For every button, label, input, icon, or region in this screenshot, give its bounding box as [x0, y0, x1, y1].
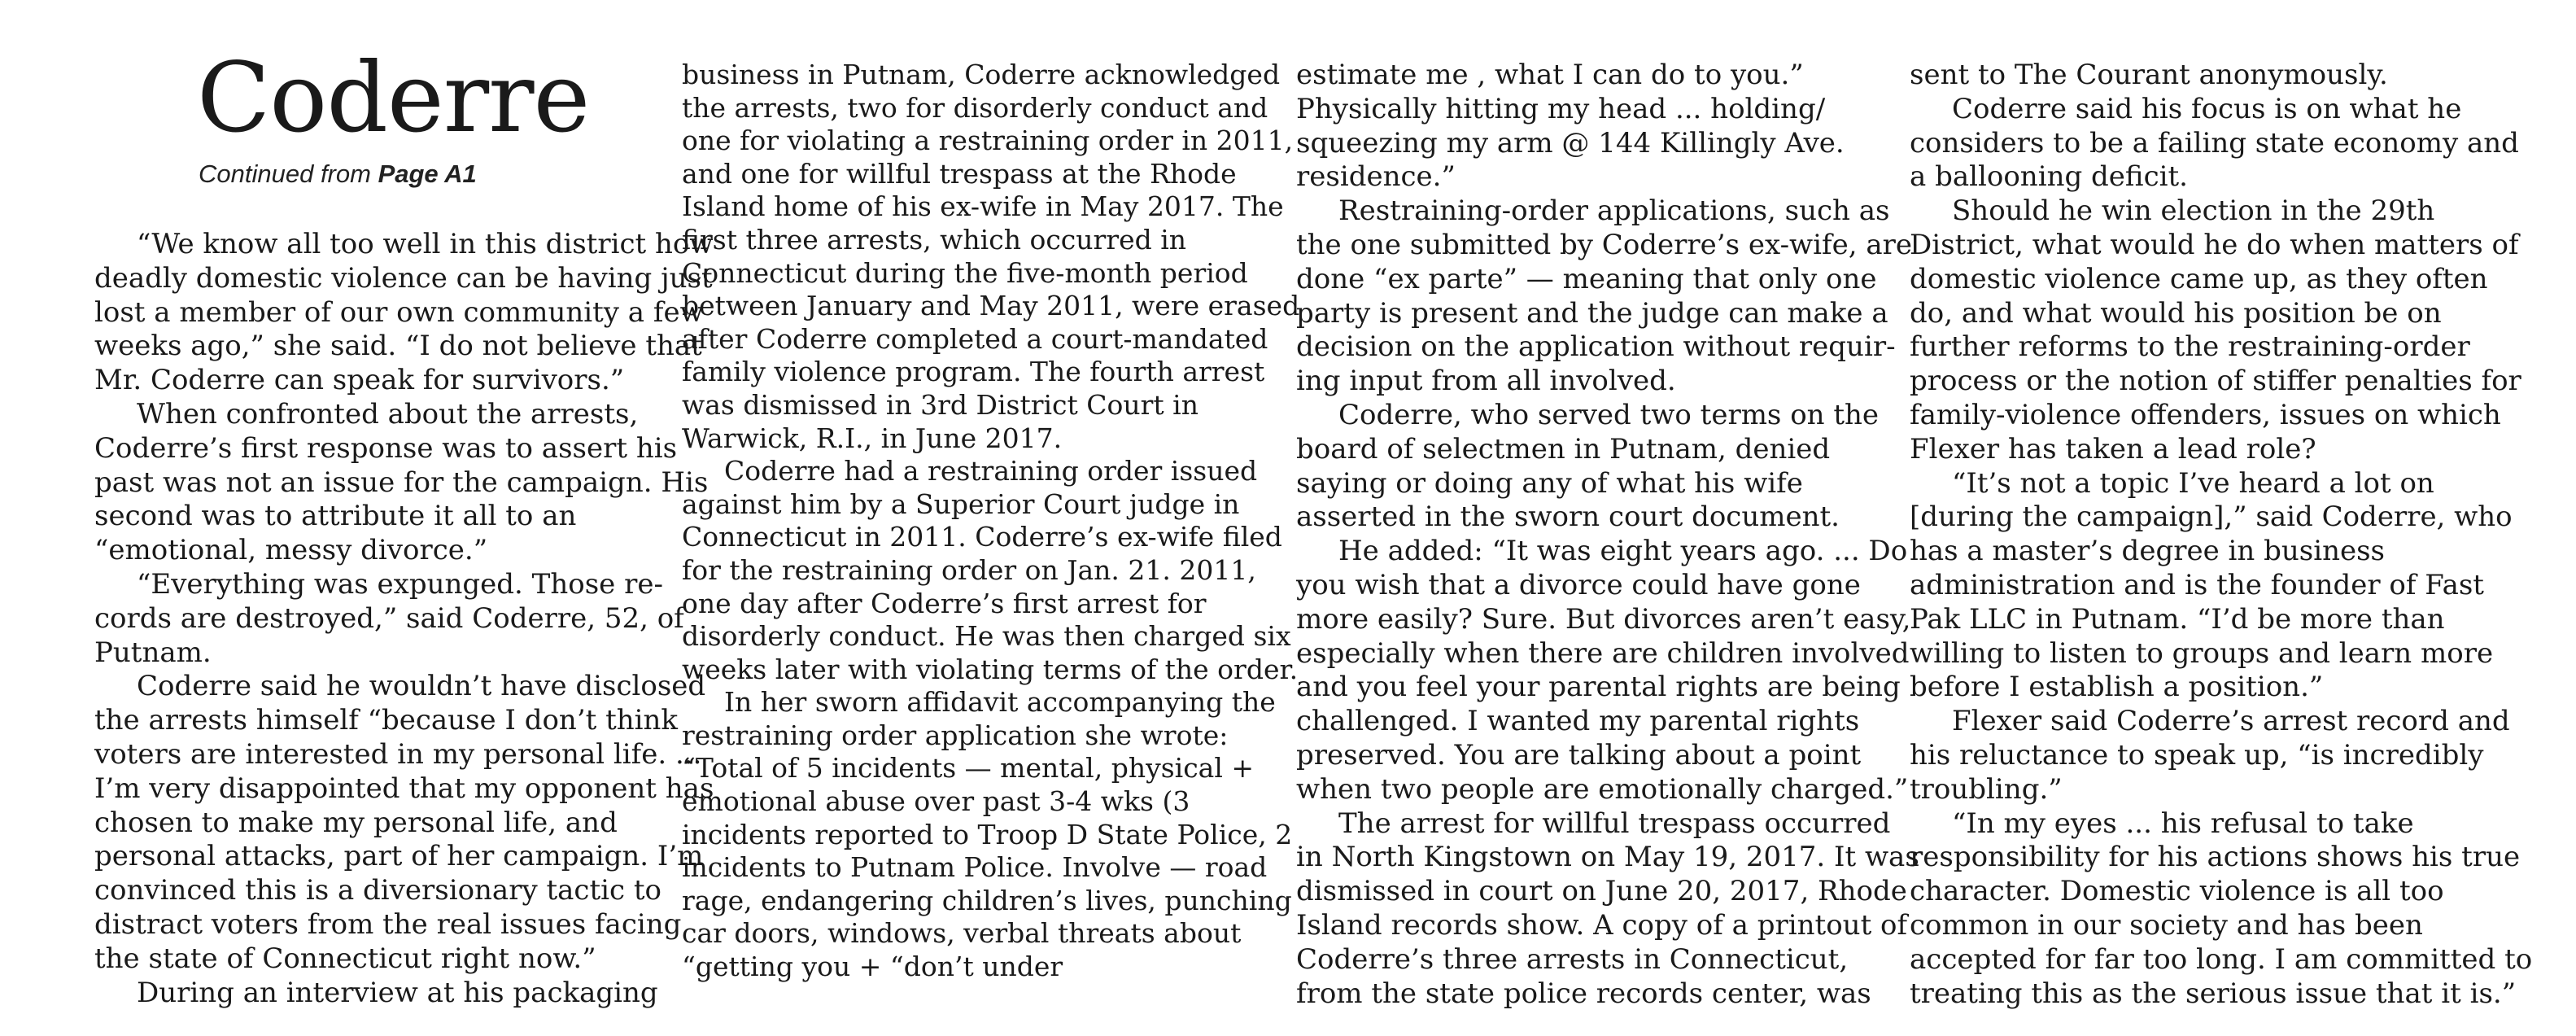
paragraph: The arrest for willful trespass occurred in North Kingstown on May 19, 2017. It was dismissed in court on June 20, 2017, Rhode Island records show. A copy of a printout of Coderre’s three arrests in Connecticut, from the state police records center, was: [1296, 807, 1919, 1010]
paragraph: sent to The Courant anonymously.: [1910, 59, 2388, 91]
paragraph: “In my eyes ... his refusal to take responsibility for his actions shows his true character. Domestic violence is all too common in our society and has been accepted for far too long. I am committed to treating this as the serious issue that it is.”: [1910, 807, 2533, 1010]
continued-page-ref: Page A1: [378, 160, 477, 188]
continued-prefix: Continued from: [199, 160, 378, 188]
paragraph: “It’s not a topic I’ve heard a lot on [during the campaign],” said Coderre, who has a master’s degree in business administration and is the founder of Fast Pak LLC in Putnam. “I’d be more than willing to listen to groups and learn more before I establish a position.”: [1910, 466, 2513, 704]
paragraph: “We know all too well in this district how deadly domestic violence can be having just lost a member of our own community a few weeks ago,” she said. “I do not believe that Mr. Coderre can speak for survivors.”: [94, 228, 714, 397]
paragraph: In her sworn affidavit accompanying the restraining order application she wrote: “Total of 5 incidents — mental, physical + emotional abuse over past 3-4 wks (3 incidents reported to Troop D State Police, 2 incidents to Putnam Police. Involve — road rage, endangering children’s lives, punching car doors, windows, verbal threats about “getting you + “don’t under: [682, 686, 1293, 983]
paragraph: business in Putnam, Coderre acknowledged the arrests, two for disorderly conduct and one for violating a restraining order in 2011, and one for willful trespass at the Rhode Island home of his ex-wife in May 2017. The first three arrests, which occurred in Connecticut during the five-month period between January and May 2011, were erased after Coderre completed a court-mandated family violence program. The fourth arrest was dismissed in 3rd District Court in Warwick, R.I., in June 2017.: [682, 59, 1300, 454]
article-column-4: [1910, 59, 2535, 1011]
paragraph: Coderre had a restraining order issued against him by a Superior Court judge in Connecticut in 2011. Coderre’s ex-wife filed for the restraining order on Jan. 21. 2011, one day after Coderre’s first arrest for disorderly conduct. He was then charged six weeks later with violating terms of the order.: [682, 455, 1299, 685]
paragraph: During an interview at his packaging: [137, 976, 658, 1009]
paragraph: Flexer said Coderre’s arrest record and his reluctance to speak up, “is incredibly troubling.”: [1910, 705, 2510, 806]
paragraph: Coderre, who served two terms on the board of selectmen in Putnam, denied saying or doing any of what his wife asserted in the sworn court document.: [1296, 398, 1880, 534]
paragraph: He added: “It was eight years ago. ... Do you wish that a divorce could have gone more easily? Sure. But divorces aren’t easy, especially when there are children involved and you feel your parental rights are being challenged. I wanted my parental rights preserved. You are talking about a point when two people are emotionally charged.”: [1296, 535, 1911, 806]
paragraph: When confronted about the arrests, Coderre’s first response was to assert his past was not an issue for the campaign. His second was to attribute it all to an “emotional, messy divorce.”: [94, 397, 709, 567]
paragraph: Should he win election in the 29th District, what would he do when matters of domestic violence came up, as they often do, and what would his position be on further reforms to the restraining-order process or the notion of stiffer penalties for family-violence offenders, issues on which Flexer has taken a lead role?: [1910, 195, 2521, 466]
continued-from-line: [199, 160, 477, 189]
paragraph: Coderre said he wouldn’t have disclosed the arrests himself “because I don’t think voters are interested in my personal life. ... I’m very disappointed that my opponent has chosen to make my personal life, and personal attacks, part of her campaign. I’m convinced this is a diversionary tactic to distract voters from the real issues facing the state of Connecticut right now.”: [94, 670, 714, 975]
paragraph: estimate me , what I can do to you.” Physically hitting my head ... holding/ squeezing my arm @ 144 Killingly Ave. residence.”: [1296, 59, 1845, 194]
article-headline: Coderre: [197, 42, 590, 154]
paragraph: Coderre said his focus is on what he considers to be a failing state economy and a ballooning deficit.: [1910, 92, 2519, 194]
article-column-3: [1296, 59, 1921, 1011]
paragraph: Restraining-order applications, such as the one submitted by Coderre’s ex-wife, are done “ex parte” — meaning that only one party is present and the judge can make a decision on the application without requir-ing input from all involved.: [1296, 195, 1912, 398]
paragraph: “Everything was expunged. Those re-cords are destroyed,” said Coderre, 52, of Putnam.: [94, 567, 684, 669]
article-column-2: [682, 59, 1307, 984]
